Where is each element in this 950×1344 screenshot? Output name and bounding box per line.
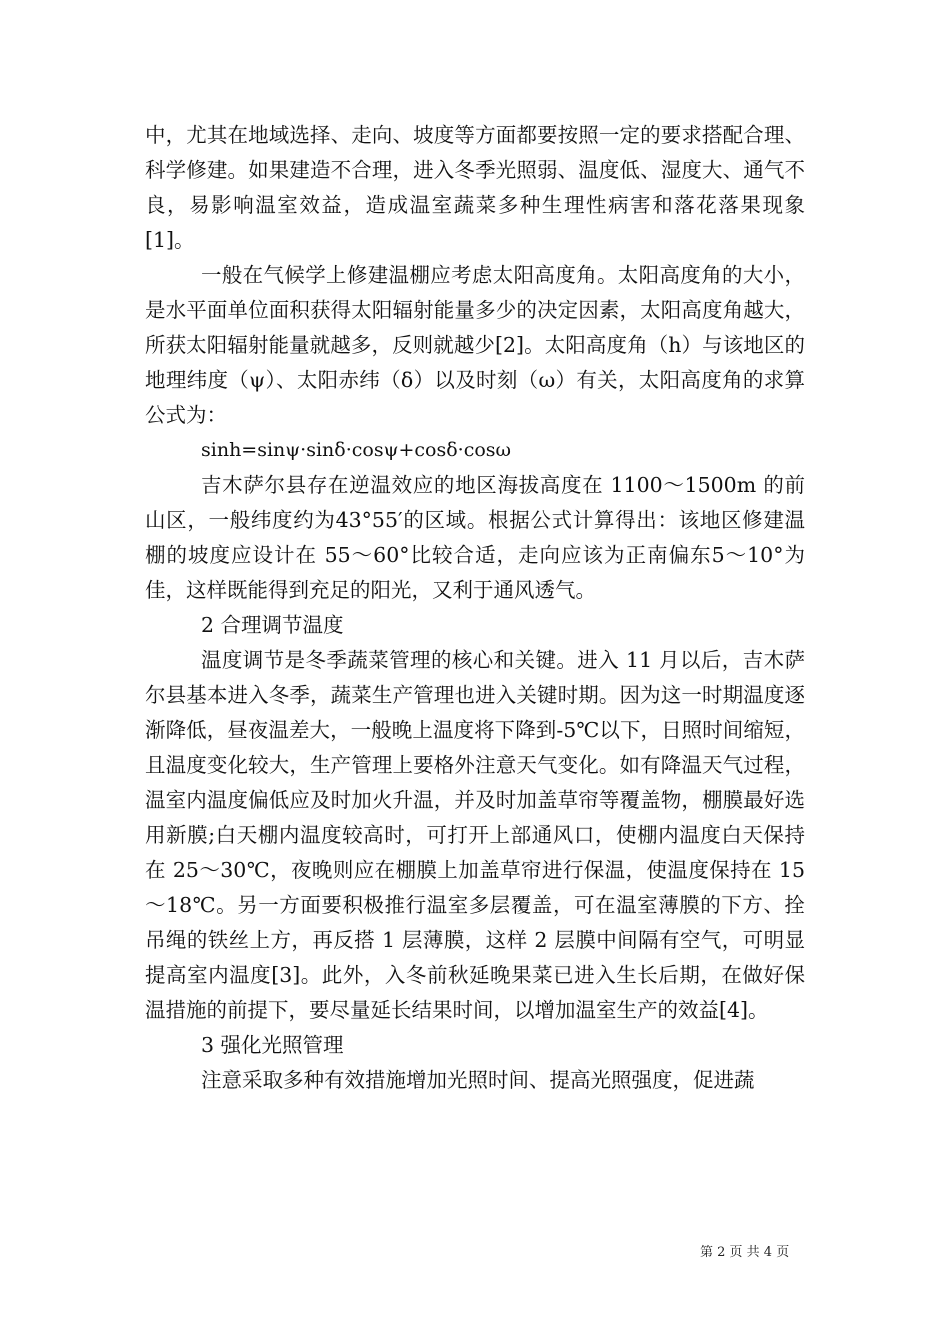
section-heading-temperature: 2 合理调节温度	[201, 613, 344, 637]
solar-altitude-formula: sinh=sinψ·sinδ·cosψ+cosδ·cosω	[201, 439, 512, 461]
document-body	[145, 118, 805, 1098]
paragraph-site-selection: 中，尤其在地域选择、走向、坡度等方面都要按照一定的要求搭配合理、科学修建。如果建造不合理，进入冬季光照弱、温度低、湿度大、通气不良，易影响温室效益，造成温室蔬菜多种生理性病害和落花落果现象[1]。	[145, 123, 805, 252]
section-heading-light: 3 强化光照管理	[201, 1033, 344, 1057]
paragraph-solar-angle: 一般在气候学上修建温棚应考虑太阳高度角。太阳高度角的大小，是水平面单位面积获得太阳辐射能量多少的决定因素，太阳高度角越大，所获太阳辐射能量就越多，反则就越少[2]。太阳高度角（h）与该地区的地理纬度（ψ）、太阳赤纬（δ）以及时刻（ω）有关，太阳高度角的求算公式为：	[145, 263, 805, 427]
paragraph-slope-orientation: 吉木萨尔县存在逆温效应的地区海拔高度在 1100～1500m 的前山区，一般纬度约为43°55′的区域。根据公式计算得出：该地区修建温棚的坡度应设计在 55～60°比较合适，走向应该为正南偏东5～10°为佳，这样既能得到充足的阳光，又利于通风透气。	[145, 473, 805, 602]
paragraph-temperature-control: 温度调节是冬季蔬菜管理的核心和关键。进入 11 月以后，吉木萨尔县基本进入冬季，蔬菜生产管理也进入关键时期。因为这一时期温度逐渐降低，昼夜温差大，一般晚上温度将下降到-5℃以下，日照时间缩短，且温度变化较大，生产管理上要格外注意天气变化。如有降温天气过程，温室内温度偏低应及时加火升温，并及时加盖草帘等覆盖物，棚膜最好选用新膜;白天棚内温度较高时，可打开上部通风口，使棚内温度白天保持在 25～30℃，夜晚则应在棚膜上加盖草帘进行保温，使温度保持在 15～18℃。另一方面要积极推行温室多层覆盖，可在温室薄膜的下方、拴吊绳的铁丝上方，再反搭 1 层薄膜，这样 2 层膜中间隔有空气，可明显提高室内温度[3]。此外，入冬前秋延晚果菜已进入生长后期，在做好保温措施的前提下，要尽量延长结果时间，以增加温室生产的效益[4]。	[145, 648, 805, 1022]
page-number: 第 2 页 共 4 页	[700, 1245, 790, 1260]
paragraph-light-management: 注意采取多种有效措施增加光照时间、提高光照强度，促进蔬	[201, 1068, 755, 1092]
